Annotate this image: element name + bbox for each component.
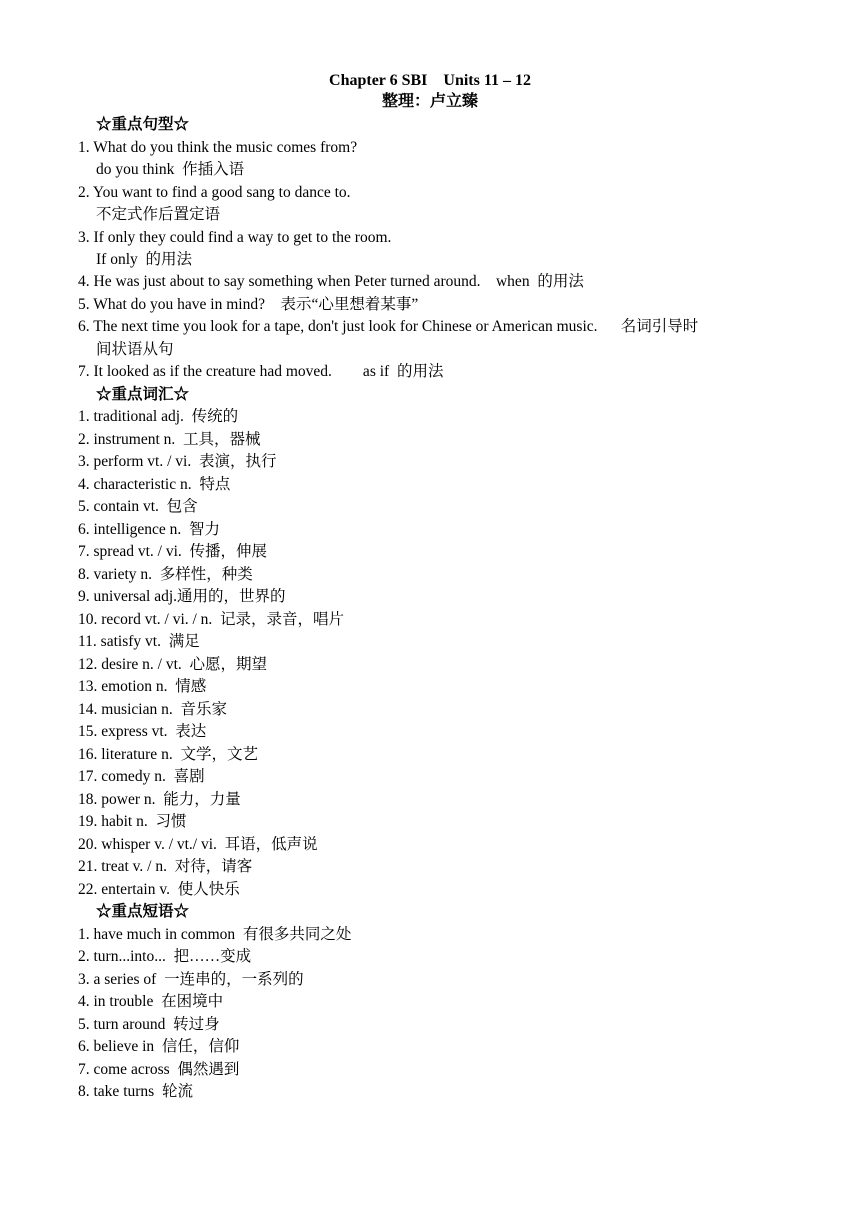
vocab-item: 17. comedy n. 喜剧: [78, 768, 205, 785]
phrase-item: 4. in trouble 在困境中: [78, 993, 224, 1010]
vocab-item: 4. characteristic n. 特点: [78, 476, 231, 493]
vocab-item: 12. desire n. / vt. 心愿，期望: [78, 656, 267, 673]
document-subtitle: 整理：卢立臻: [381, 93, 478, 110]
vocab-item: 8. variety n. 多样性，种类: [78, 566, 253, 583]
sentence-item: 5. What do you have in mind? 表示“心里想着某事”: [78, 296, 419, 313]
phrase-item: 1. have much in common 有很多共同之处: [78, 926, 352, 943]
phrase-item: 7. come across 偶然遇到: [78, 1061, 240, 1078]
vocab-item: 10. record vt. / vi. / n. 记录，录音，唱片: [78, 611, 345, 628]
vocab-item: 6. intelligence n. 智力: [78, 521, 221, 538]
document-title: Chapter 6 SBI Units 11 – 12: [329, 72, 531, 89]
sentence-item: 6. The next time you look for a tape, don't just look for Chinese or American music. 名词引导时: [78, 318, 699, 335]
vocab-item: 21. treat v. / n. 对待，请客: [78, 858, 253, 875]
phrase-item: 8. take turns 轮流: [78, 1083, 193, 1100]
phrase-item: 3. a series of 一连串的，一系列的: [78, 971, 304, 988]
vocab-item: 20. whisper v. / vt./ vi. 耳语，低声说: [78, 836, 318, 853]
sentence-item: 1. What do you think the music comes from?: [78, 139, 358, 156]
vocab-item: 18. power n. 能力，力量: [78, 791, 241, 808]
vocab-item: 19. habit n. 习惯: [78, 813, 187, 830]
phrase-item: 6. believe in 信任，信仰: [78, 1038, 240, 1055]
vocab-item: 11. satisfy vt. 满足: [78, 633, 200, 650]
phrase-item: 2. turn...into... 把……变成: [78, 948, 252, 965]
vocabulary-heading: ☆重点词汇☆: [96, 386, 190, 403]
sentence-note: do you think 作插入语: [96, 161, 245, 178]
vocab-item: 14. musician n. 音乐家: [78, 701, 227, 718]
sentence-patterns-heading: ☆重点句型☆: [96, 116, 190, 133]
phrase-item: 5. turn around 转过身: [78, 1016, 220, 1033]
vocab-item: 2. instrument n. 工具，器械: [78, 431, 261, 448]
vocab-item: 7. spread vt. / vi. 传播，伸展: [78, 543, 267, 560]
vocab-item: 5. contain vt. 包含: [78, 498, 198, 515]
vocab-item: 16. literature n. 文学，文艺: [78, 746, 258, 763]
sentence-item: 2. You want to find a good sang to dance to.: [78, 184, 351, 201]
sentence-item: 3. If only they could find a way to get to the room.: [78, 229, 392, 246]
vocab-item: 9. universal adj.通用的，世界的: [78, 588, 286, 605]
sentence-note: If only 的用法: [96, 251, 193, 268]
sentence-item: 7. It looked as if the creature had moved. as if 的用法: [78, 363, 444, 380]
sentence-item: 4. He was just about to say something when Peter turned around. when 的用法: [78, 273, 584, 290]
sentence-note: 不定式作后置定语: [96, 206, 221, 223]
vocab-item: 3. perform vt. / vi. 表演，执行: [78, 453, 277, 470]
vocab-item: 15. express vt. 表达: [78, 723, 207, 740]
vocab-item: 13. emotion n. 情感: [78, 678, 207, 695]
phrases-heading: ☆重点短语☆: [96, 903, 190, 920]
sentence-note: 间状语从句: [96, 341, 174, 358]
vocab-item: 22. entertain v. 使人快乐: [78, 881, 240, 898]
vocab-item: 1. traditional adj. 传统的: [78, 408, 239, 425]
